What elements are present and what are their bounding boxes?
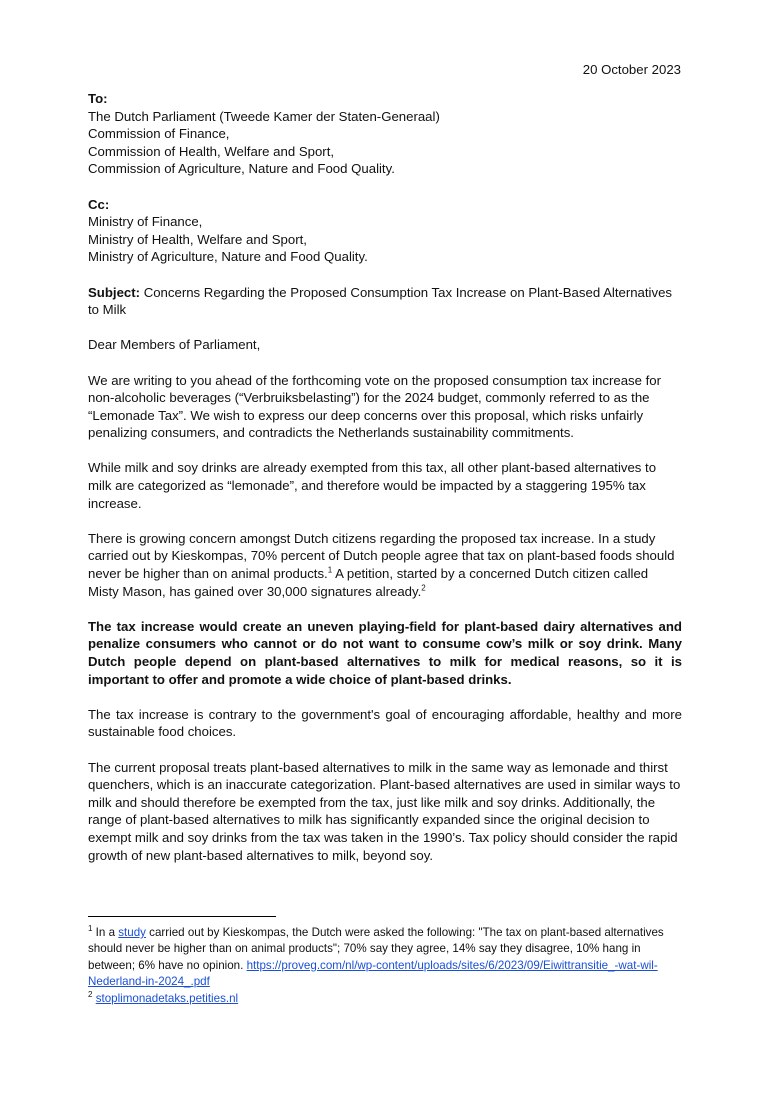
concern-text: There is growing concern amongst Dutch citizens regarding the proposed tax increase. In a study carried out by Kieskompas, 70% percent of Dutch people agree that tax on plant-based foods should never be higher than on animal products. (88, 530, 675, 582)
to-line: Commission of Agriculture, Nature and Food Quality. (88, 161, 395, 177)
paragraph-government-goal: The tax increase is contrary to the government's goal of encouraging affordable, healthy and more sustainable food choices. (88, 706, 682, 740)
footnote-1 (88, 925, 682, 991)
footnote-1-pre: In a (92, 926, 119, 939)
cc-line: Ministry of Agriculture, Nature and Food Quality. (88, 249, 368, 265)
petition-text: A petition, started by a concerned Dutch citizen called Misty Mason, has gained over 30,000 signatures already. (88, 566, 649, 599)
footnotes (88, 925, 682, 1007)
to-line: The Dutch Parliament (Tweede Kamer der Staten-Generaal) (88, 108, 440, 124)
study-link[interactable]: study (118, 926, 146, 939)
subject-label: Subject: (88, 284, 141, 300)
proveg-pdf-link[interactable]: https://proveg.com/nl/wp-content/uploads/sites/6/2023/09/Eiwittransitie_-wat-wil-Nederland-in-2024_.pdf (88, 958, 658, 989)
footnote-1-text: carried out by Kieskompas, the Dutch were asked the following: "The tax on plant-based alternatives should never be higher than on animal products"; 70% say they agree, 14% say they disagree, 10% hang in between; 6% have no opinion. (88, 926, 664, 972)
subject-line (88, 284, 682, 319)
footnote-divider (88, 916, 276, 917)
footnote-ref-2: 2 (421, 583, 426, 593)
bold-statement: The tax increase would create an uneven playing-field for plant-based dairy alternatives and penalize consumers who cannot or do not want to consume cow’s milk or soy drink. Many Dutch people depend on plant-based alternatives to milk for medical reasons, so it is important to offer and promote a wide choice of plant-based drinks. (88, 618, 682, 687)
to-block (88, 90, 682, 178)
letter-date: 20 October 2023 (582, 62, 681, 77)
letter-body (88, 90, 682, 882)
cc-line: Ministry of Health, Welfare and Sport, (88, 231, 307, 247)
to-line: Commission of Finance, (88, 126, 230, 142)
cc-block (88, 196, 682, 266)
petition-link[interactable]: stoplimonadetaks.petities.nl (95, 991, 239, 1005)
salutation: Dear Members of Parliament, (88, 337, 261, 353)
footnote-ref-1: 1 (327, 565, 333, 575)
to-label: To: (88, 91, 108, 106)
paragraph-bold-statement (88, 618, 682, 688)
footnote-1-number: 1 (88, 924, 93, 934)
footnote-2-number: 2 (88, 989, 93, 999)
footnote-2 (88, 991, 682, 1007)
to-line: Commission of Health, Welfare and Sport, (88, 143, 335, 159)
cc-label: Cc: (88, 196, 110, 212)
paragraph-intro: We are writing to you ahead of the forthcoming vote on the proposed consumption tax increase for non-alcoholic beverages (“Verbruiksbelasting”) for the 2024 budget, commonly referred to as the “Lemonade Tax”. We wish to express our deep concerns over this proposal, which risks unfairly penalizing consumers, and contradicts the Netherlands sustainability commitments. (88, 372, 662, 441)
paragraph-categorization: The current proposal treats plant-based alternatives to milk in the same way as lemonade and thirst quenchers, which is an inaccurate categorization. Plant-based alternatives are used in similar ways to milk and should therefore be exempted from the tax, just like milk and soy drinks. Additionally, the range of plant-based alternatives to milk has significantly expanded since the original decision to exempt milk and soy drinks from the tax was taken in the 1990’s. Tax policy should consider the rapid growth of new plant-based alternatives to milk, beyond soy. (88, 759, 681, 863)
paragraph-concern (88, 530, 682, 600)
cc-line: Ministry of Finance, (88, 214, 203, 230)
subject-text: Concerns Regarding the Proposed Consumption Tax Increase on Plant-Based Alternatives to Milk (88, 284, 672, 318)
paragraph-exemption: While milk and soy drinks are already exempted from this tax, all other plant-based alternatives to milk are categorized as “lemonade”, and therefore would be impacted by a staggering 195% tax increase. (88, 460, 657, 511)
